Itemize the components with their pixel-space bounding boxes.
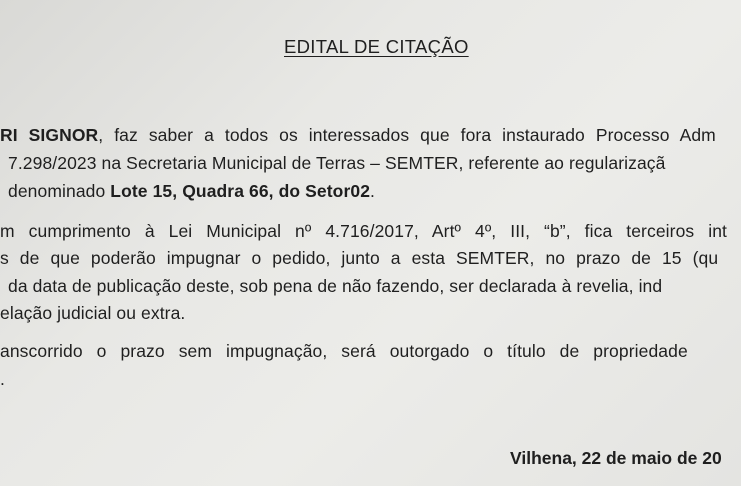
paragraph-1-line-1-text: , faz saber a todos os interessados que fora instaurado Processo Adm xyxy=(98,125,716,145)
lot-description: Lote 15, Quadra 66, do Setor02 xyxy=(110,181,371,201)
paragraph-1-line-1 xyxy=(0,125,716,146)
document-title: EDITAL DE CITAÇÃO xyxy=(284,36,469,57)
paragraph-3-line-2: . xyxy=(0,369,5,389)
paragraph-2-line-1: m cumprimento à Lei Municipal nº 4.716/2017, Artº 4º, III, “b”, fica terceiros int xyxy=(0,221,728,241)
paragraph-2-line-3: da data de publicação deste, sob pena de não fazendo, ser declarada à revelia, ind xyxy=(8,276,663,296)
paragraph-1-line-2: 7.298/2023 na Secretaria Municipal de Terras – SEMTER, referente ao regularizaçã xyxy=(8,153,666,173)
paragraph-2-line-2: s de que poderão impugnar o pedido, junto a esta SEMTER, no prazo de 15 (qu xyxy=(0,248,719,268)
paragraph-1-line-3-suffix: . xyxy=(370,181,376,201)
paragraph-1-line-3 xyxy=(8,181,375,202)
date-location-line: Vilhena, 22 de maio de 20 xyxy=(510,448,722,468)
applicant-name: RI SIGNOR xyxy=(0,125,99,145)
paragraph-1-line-3-prefix: denominado xyxy=(8,181,111,201)
paragraph-2-line-4: elação judicial ou extra. xyxy=(0,303,186,323)
paragraph-3-line-1: anscorrido o prazo sem impugnação, será outorgado o título de propriedade xyxy=(0,341,688,361)
